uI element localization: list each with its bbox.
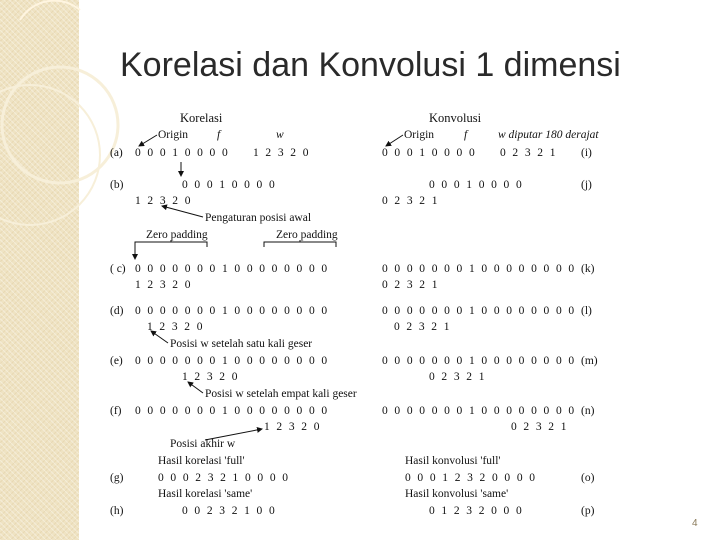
f-w-sequence: 1 2 3 2 0 bbox=[264, 421, 322, 433]
k-w-sequence: 0 2 3 2 1 bbox=[382, 279, 440, 291]
row-label-l: (l) bbox=[581, 305, 592, 317]
full-convolution-label: Hasil konvolusi 'full' bbox=[405, 455, 501, 467]
f-label-left: f bbox=[217, 129, 221, 141]
h-result-sequence: 0 0 2 3 2 1 0 0 bbox=[182, 505, 277, 517]
full-correlation-label: Hasil korelasi 'full' bbox=[158, 455, 245, 467]
row-label-p: (p) bbox=[581, 505, 595, 517]
arrow-origin-left bbox=[139, 135, 157, 146]
g-result-sequence: 0 0 0 2 3 2 1 0 0 0 0 bbox=[158, 472, 290, 484]
note-final-position: Posisi akhir w bbox=[170, 438, 236, 450]
n-w-sequence: 0 2 3 2 1 bbox=[511, 421, 569, 433]
slide-title: Korelasi dan Konvolusi 1 dimensi bbox=[120, 46, 621, 84]
i-f-sequence: 0 0 0 1 0 0 0 0 bbox=[382, 147, 477, 159]
note-initial-position: Pengaturan posisi awal bbox=[205, 212, 312, 224]
i-w-sequence: 0 2 3 2 1 bbox=[500, 147, 558, 159]
e-f-sequence: 0 0 0 0 0 0 0 1 0 0 0 0 0 0 0 0 bbox=[135, 355, 330, 367]
note-shift-one: Posisi w setelah satu kali geser bbox=[170, 338, 313, 350]
konvolusi-header: Konvolusi bbox=[429, 111, 482, 125]
row-label-b: (b) bbox=[110, 179, 124, 191]
a-w-sequence: 1 2 3 2 0 bbox=[253, 147, 311, 159]
arrow-shift-one bbox=[151, 331, 168, 343]
m-w-sequence: 0 2 3 2 1 bbox=[429, 371, 487, 383]
f-f-sequence: 0 0 0 0 0 0 0 1 0 0 0 0 0 0 0 0 bbox=[135, 405, 330, 417]
row-label-e: (e) bbox=[110, 355, 123, 367]
j-f-sequence: 0 0 0 1 0 0 0 0 bbox=[429, 179, 524, 191]
row-label-o: (o) bbox=[581, 472, 595, 484]
d-f-sequence: 0 0 0 0 0 0 0 1 0 0 0 0 0 0 0 0 bbox=[135, 305, 330, 317]
a-f-sequence: 0 0 0 1 0 0 0 0 bbox=[135, 147, 230, 159]
w-label-left: w bbox=[276, 129, 284, 141]
korelasi-header: Korelasi bbox=[180, 111, 223, 125]
o-result-sequence: 0 0 0 1 2 3 2 0 0 0 0 bbox=[405, 472, 537, 484]
same-convolution-label: Hasil konvolusi 'same' bbox=[405, 488, 509, 500]
arrow-final bbox=[205, 429, 262, 440]
m-f-sequence: 0 0 0 0 0 0 0 1 0 0 0 0 0 0 0 0 bbox=[382, 355, 577, 367]
b-w-sequence: 1 2 3 2 0 bbox=[135, 195, 193, 207]
same-correlation-label: Hasil korelasi 'same' bbox=[158, 488, 253, 500]
row-label-n: (n) bbox=[581, 405, 595, 417]
e-w-sequence: 1 2 3 2 0 bbox=[182, 371, 240, 383]
w-rotated-label: w diputar 180 derajat bbox=[498, 129, 599, 141]
arrow-initial bbox=[162, 206, 203, 217]
n-f-sequence: 0 0 0 0 0 0 0 1 0 0 0 0 0 0 0 0 bbox=[382, 405, 577, 417]
arrow-shift-four bbox=[188, 382, 203, 393]
arrow-origin-right bbox=[386, 135, 403, 146]
origin-label-left: Origin bbox=[158, 129, 189, 141]
b-f-sequence: 0 0 0 1 0 0 0 0 bbox=[182, 179, 277, 191]
l-f-sequence: 0 0 0 0 0 0 0 1 0 0 0 0 0 0 0 0 bbox=[382, 305, 577, 317]
row-label-h: (h) bbox=[110, 505, 124, 517]
l-w-sequence: 0 2 3 2 1 bbox=[394, 321, 452, 333]
row-label-j: (j) bbox=[581, 179, 592, 191]
k-f-sequence: 0 0 0 0 0 0 0 1 0 0 0 0 0 0 0 0 bbox=[382, 263, 577, 275]
row-label-m: (m) bbox=[581, 355, 598, 367]
row-label-c: ( c) bbox=[110, 263, 126, 275]
f-label-right: f bbox=[464, 129, 468, 141]
row-label-g: (g) bbox=[110, 472, 124, 484]
p-result-sequence: 0 1 2 3 2 0 0 0 bbox=[429, 505, 524, 517]
d-w-sequence: 1 2 3 2 0 bbox=[147, 321, 205, 333]
brace-zero-padding-2 bbox=[264, 240, 336, 247]
c-f-sequence: 0 0 0 0 0 0 0 1 0 0 0 0 0 0 0 0 bbox=[135, 263, 330, 275]
note-shift-four: Posisi w setelah empat kali geser bbox=[205, 388, 357, 400]
c-w-sequence: 1 2 3 2 0 bbox=[135, 279, 193, 291]
row-label-a: (a) bbox=[110, 147, 123, 159]
origin-label-right: Origin bbox=[404, 129, 435, 141]
row-label-k: (k) bbox=[581, 263, 595, 275]
brace-zero-padding-1 bbox=[135, 240, 207, 247]
row-label-d: (d) bbox=[110, 305, 124, 317]
zero-padding-label-2: Zero padding bbox=[276, 229, 338, 241]
row-label-f: (f) bbox=[110, 405, 122, 417]
zero-padding-label-1: Zero padding bbox=[146, 229, 208, 241]
slide-number: 4 bbox=[692, 518, 698, 529]
j-w-sequence: 0 2 3 2 1 bbox=[382, 195, 440, 207]
row-label-i: (i) bbox=[581, 147, 592, 159]
